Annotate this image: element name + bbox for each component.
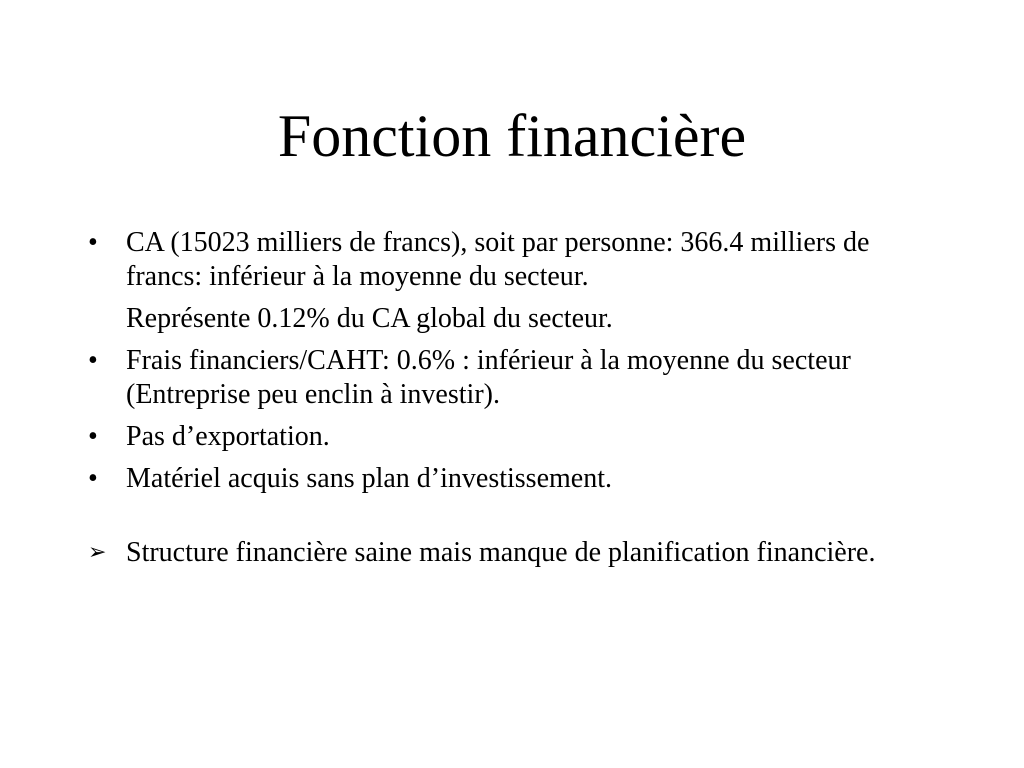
bullet-list bbox=[88, 226, 928, 578]
bullet-item-frais-financiers bbox=[88, 344, 928, 412]
bullet-text: Structure financière saine mais manque de planification financière. bbox=[126, 537, 876, 568]
bullet-dot-icon: • bbox=[88, 421, 98, 452]
bullet-text: CA (15023 milliers de francs), soit par personne: 366.4 milliers de francs: inférieur à la moyenne du secteur. bbox=[126, 227, 870, 292]
bullet-item-conclusion bbox=[88, 536, 928, 570]
bullet-text: Pas d’exportation. bbox=[126, 421, 330, 452]
slide-title: Fonction financière bbox=[277, 103, 747, 169]
bullet-dot-icon: • bbox=[88, 345, 98, 376]
bullet-item-ca bbox=[88, 226, 928, 294]
bullet-text: Frais financiers/CAHT: 0.6% : inférieur à la moyenne du secteur (Entreprise peu enclin à investir). bbox=[126, 345, 851, 410]
bullet-dot-icon: • bbox=[88, 227, 98, 258]
bullet-dot-icon: • bbox=[88, 463, 98, 494]
bullet-text: Représente 0.12% du CA global du secteur. bbox=[126, 303, 613, 334]
bullet-item-materiel bbox=[88, 462, 928, 496]
bullet-continuation-ca-share bbox=[88, 302, 928, 336]
bullet-text: Matériel acquis sans plan d’investissement. bbox=[126, 463, 612, 494]
arrow-bullet-icon: ➢ bbox=[88, 540, 107, 565]
bullet-item-exportation bbox=[88, 420, 928, 454]
